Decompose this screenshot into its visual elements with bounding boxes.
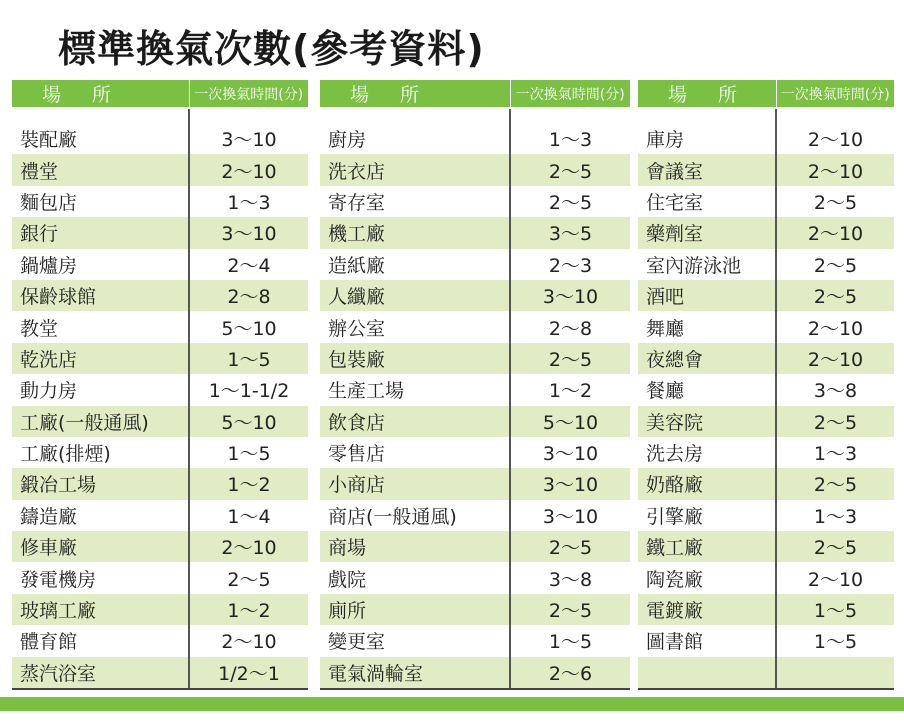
table-row (320, 500, 630, 531)
place-name: 戲院 (328, 568, 367, 591)
table-row (12, 468, 308, 499)
table-row (638, 280, 894, 311)
place-name: 酒吧 (638, 280, 776, 311)
table-row (638, 437, 894, 468)
exchange-time: 5～10 (189, 406, 308, 437)
exchange-time: 2～10 (776, 562, 894, 593)
exchange-time: 2～5 (510, 594, 630, 625)
place-name: 餐廳 (646, 380, 685, 403)
place-name: 住宅室 (646, 191, 704, 214)
exchange-time: 1～3 (776, 500, 894, 531)
place-header: 場 所 (638, 80, 776, 108)
exchange-time: 2～10 (776, 311, 894, 342)
exchange-time: 1～2 (189, 594, 308, 625)
exchange-time: 1～5 (510, 625, 630, 656)
exchange-time: 2～5 (510, 186, 630, 217)
table-row (320, 468, 630, 499)
table-row (638, 406, 894, 437)
exchange-time: 2～8 (510, 311, 630, 342)
place-name: 會議室 (638, 154, 776, 185)
place-name: 工廠(排煙) (20, 443, 111, 466)
table-row (320, 311, 630, 342)
place-name: 鍛冶工場 (12, 468, 189, 499)
exchange-time: 1～4 (189, 500, 308, 531)
table-row (638, 531, 894, 562)
exchange-time: 3～10 (189, 108, 308, 154)
place-name: 鍋爐房 (20, 254, 78, 277)
table-row (12, 249, 308, 280)
exchange-time: 2～5 (776, 468, 894, 499)
place-name: 廁所 (320, 594, 510, 625)
table-row (320, 186, 630, 217)
place-name: 乾洗店 (12, 343, 189, 374)
exchange-time: 2～10 (189, 154, 308, 185)
table-row (12, 217, 308, 248)
table-row (12, 311, 308, 342)
table-row (320, 154, 630, 185)
exchange-time: 3～10 (189, 217, 308, 248)
place-name: 小商店 (320, 468, 510, 499)
table-row (638, 186, 894, 217)
place-name: 寄存室 (328, 191, 386, 214)
place-name: 電鍍廠 (638, 594, 776, 625)
table-row (638, 657, 894, 689)
exchange-time: 2～10 (776, 154, 894, 185)
exchange-time (776, 657, 894, 689)
table-row (320, 562, 630, 593)
table-row (638, 311, 894, 342)
place-name: 銀行 (12, 217, 189, 248)
place-name: 洗去房 (646, 443, 704, 466)
place-name: 廚房 (328, 129, 367, 152)
table-row (320, 531, 630, 562)
place-name: 奶酪廠 (638, 468, 776, 499)
bottom-bar (0, 697, 904, 711)
place-name: 動力房 (20, 380, 78, 403)
place-name: 麵包店 (20, 191, 78, 214)
table-row (320, 625, 630, 656)
exchange-time: 2～8 (189, 280, 308, 311)
exchange-time: 3～8 (776, 374, 894, 405)
table-row (320, 343, 630, 374)
table-row (638, 468, 894, 499)
place-name: 機工廠 (320, 217, 510, 248)
exchange-time: 1～2 (510, 374, 630, 405)
place-name: 禮堂 (12, 154, 189, 185)
exchange-time: 1～5 (189, 343, 308, 374)
exchange-time: 3～10 (510, 437, 630, 468)
place-name: 裝配廠 (20, 129, 78, 152)
table-row (12, 406, 308, 437)
place-name: 庫房 (646, 129, 685, 152)
table-row (12, 108, 308, 154)
table-row (638, 625, 894, 656)
place-name: 引擎廠 (646, 505, 704, 528)
exchange-time: 2～5 (776, 280, 894, 311)
place-name: 零售店 (328, 443, 386, 466)
exchange-time: 1～2 (189, 468, 308, 499)
ventilation-table-2 (320, 80, 630, 690)
exchange-time: 1～3 (776, 437, 894, 468)
table-row (320, 217, 630, 248)
exchange-time: 3～10 (510, 280, 630, 311)
table-row (12, 625, 308, 656)
table-row (12, 154, 308, 185)
table-row (638, 594, 894, 625)
table-row (638, 154, 894, 185)
exchange-time: 2～5 (776, 406, 894, 437)
place-name: 生產工場 (328, 380, 405, 403)
table-row (638, 249, 894, 280)
exchange-time: 1～5 (776, 594, 894, 625)
place-name: 變更室 (328, 631, 386, 654)
exchange-time: 2～10 (776, 108, 894, 154)
table-row (320, 594, 630, 625)
ventilation-table-1 (12, 80, 308, 690)
table-row (12, 343, 308, 374)
table-row (320, 657, 630, 689)
table-row (12, 594, 308, 625)
ventilation-table-3 (638, 80, 894, 690)
place-name: 人纖廠 (320, 280, 510, 311)
exchange-time: 1～3 (189, 186, 308, 217)
exchange-time: 1～5 (189, 437, 308, 468)
exchange-time: 2～5 (510, 531, 630, 562)
table-row (638, 108, 894, 154)
exchange-time: 2～3 (510, 249, 630, 280)
exchange-time: 2～5 (776, 531, 894, 562)
place-name: 電氣渦輪室 (320, 657, 510, 689)
place-name: 辦公室 (328, 317, 386, 340)
exchange-time: 3～10 (510, 468, 630, 499)
exchange-time: 3～10 (510, 500, 630, 531)
exchange-time: 1～5 (776, 625, 894, 656)
exchange-time: 2～5 (510, 343, 630, 374)
table-row (12, 531, 308, 562)
place-name: 圖書館 (646, 631, 704, 654)
place-name: 室內游泳池 (646, 254, 742, 277)
table-row (638, 562, 894, 593)
place-name: 包裝廠 (320, 343, 510, 374)
place-name: 舞廳 (646, 317, 685, 340)
table-row (320, 108, 630, 154)
table-row (12, 437, 308, 468)
table-row (320, 406, 630, 437)
table-row (12, 186, 308, 217)
exchange-time: 2～6 (510, 657, 630, 689)
table-row (320, 249, 630, 280)
place-name: 洗衣店 (320, 154, 510, 185)
place-name: 體育館 (20, 631, 78, 654)
place-name: 藥劑室 (638, 217, 776, 248)
table-row (12, 280, 308, 311)
page-title: 標準換氣次數(參考資料) (58, 27, 485, 71)
exchange-time: 2～5 (510, 154, 630, 185)
place-name: 修車廠 (12, 531, 189, 562)
place-name: 商店(一般通風) (328, 505, 457, 528)
place-name: 美容院 (638, 406, 776, 437)
place-header: 場 所 (320, 80, 510, 108)
table-row (638, 374, 894, 405)
exchange-time: 2～10 (189, 625, 308, 656)
table-row (638, 343, 894, 374)
table-row (12, 562, 308, 593)
exchange-time: 1～1-1/2 (189, 374, 308, 405)
exchange-time: 2～10 (776, 217, 894, 248)
exchange-time: 3～5 (510, 217, 630, 248)
exchange-time: 1/2～1 (189, 657, 308, 689)
table-row (320, 280, 630, 311)
exchange-time: 2～5 (189, 562, 308, 593)
table-row (12, 374, 308, 405)
table-row (12, 657, 308, 689)
exchange-time: 2～5 (776, 249, 894, 280)
place-name: 夜總會 (638, 343, 776, 374)
place-name (638, 657, 776, 689)
place-name: 商場 (320, 531, 510, 562)
place-name: 發電機房 (20, 568, 97, 591)
exchange-time: 5～10 (189, 311, 308, 342)
place-name: 玻璃工廠 (12, 594, 189, 625)
time-header: 一次換氣時間(分) (510, 80, 630, 108)
place-name: 鐵工廠 (638, 531, 776, 562)
place-name: 飲食店 (320, 406, 510, 437)
place-name: 教堂 (20, 317, 59, 340)
exchange-time: 2～10 (189, 531, 308, 562)
exchange-time: 3～8 (510, 562, 630, 593)
place-name: 蒸汽浴室 (12, 657, 189, 689)
table-row (638, 500, 894, 531)
place-name: 鑄造廠 (20, 505, 78, 528)
place-header: 場 所 (12, 80, 189, 108)
exchange-time: 2～4 (189, 249, 308, 280)
exchange-time: 2～5 (776, 186, 894, 217)
exchange-time: 5～10 (510, 406, 630, 437)
place-name: 陶瓷廠 (646, 568, 704, 591)
table-row (320, 437, 630, 468)
table-row (320, 374, 630, 405)
table-row (12, 500, 308, 531)
time-header: 一次換氣時間(分) (189, 80, 308, 108)
exchange-time: 1～3 (510, 108, 630, 154)
time-header: 一次換氣時間(分) (776, 80, 894, 108)
place-name: 保齡球館 (12, 280, 189, 311)
place-name: 造紙廠 (328, 254, 386, 277)
exchange-time: 2～10 (776, 343, 894, 374)
table-row (638, 217, 894, 248)
place-name: 工廠(一般通風) (12, 406, 189, 437)
